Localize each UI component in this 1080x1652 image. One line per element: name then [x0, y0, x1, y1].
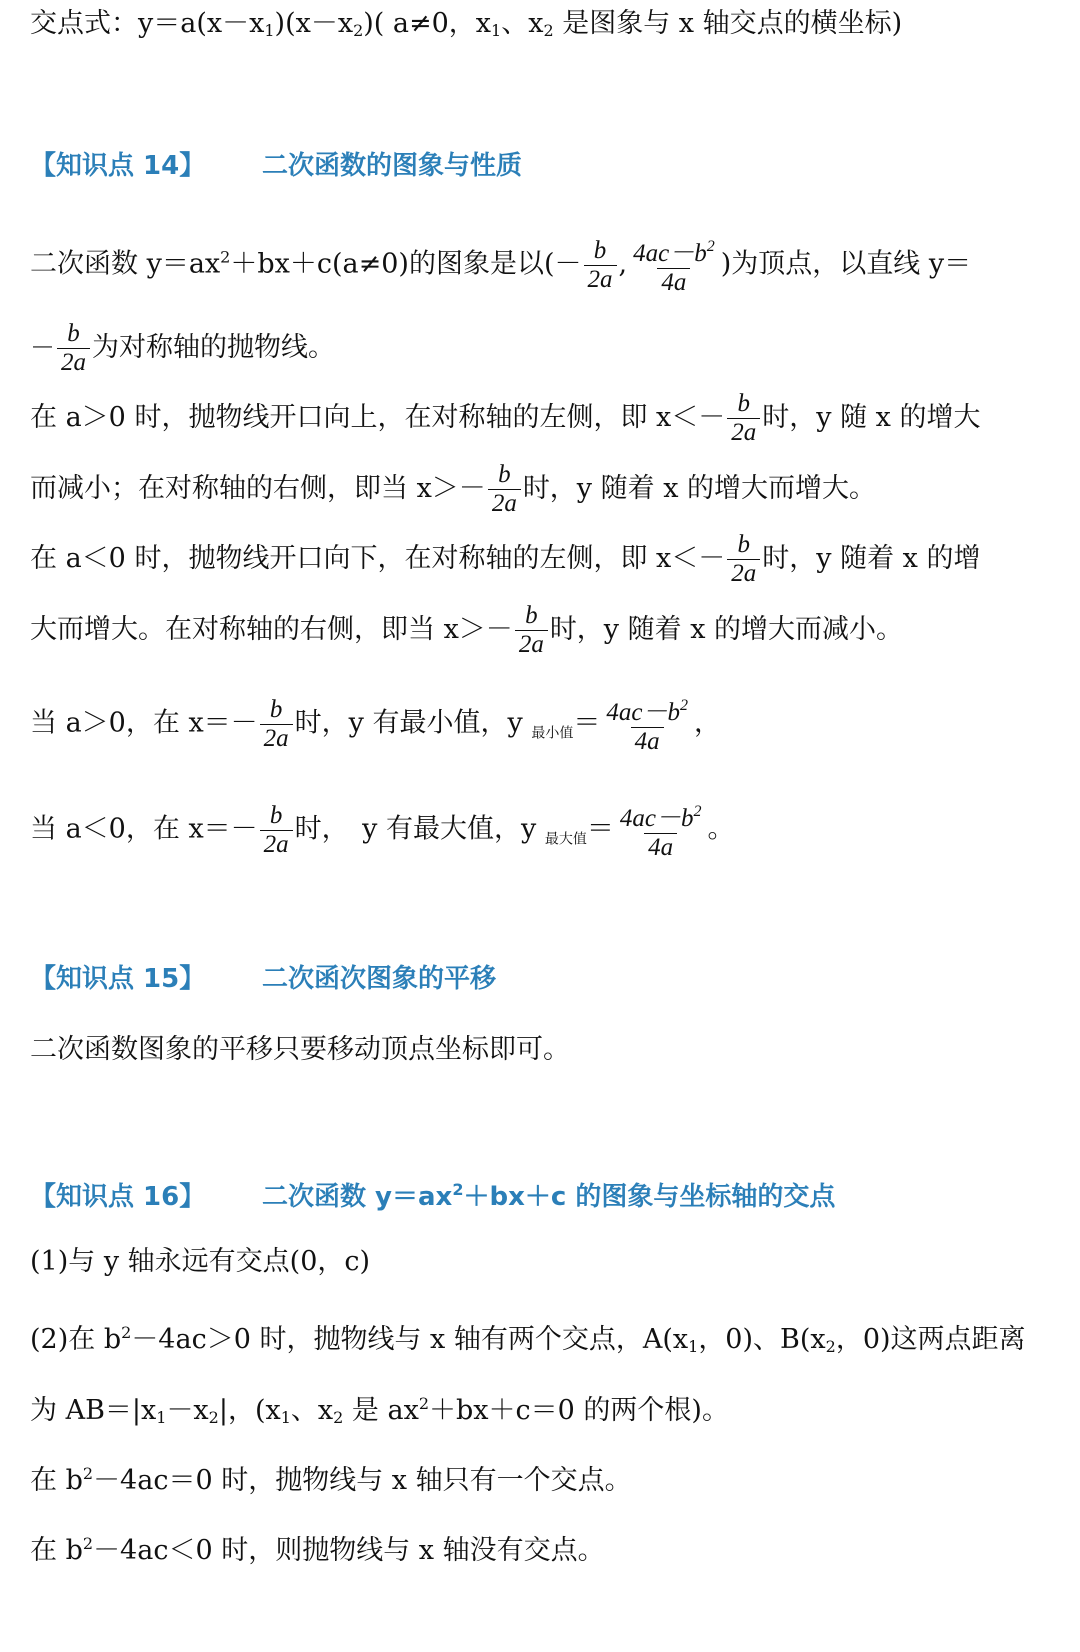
kp16-item-1: (1)与 y 轴永远有交点(0，c): [30, 1246, 371, 1277]
fraction-b-over-2a: $\frac{b}{2a}$: [727, 390, 760, 447]
kp16-title: 二次函数 $y=ax^2+bx+c$ 的图象与坐标轴的交点: [262, 1180, 836, 1212]
fraction-b-over-2a: $\frac{b}{2a}$: [727, 531, 760, 588]
kp16-item-4: 在 $b^2-4ac<0$ 时，则抛物线与 x 轴没有交点。: [30, 1534, 605, 1566]
fraction-b-over-2a: $\frac{b}{2a}$: [488, 461, 521, 518]
kp15-title: 二次函次图象的平移: [262, 964, 497, 994]
fraction-vertex-y: $\frac{4ac-b^2}{4a}$: [633, 238, 715, 296]
kp16-tag: 【知识点 16】: [30, 1182, 206, 1212]
kp16-item-2: (2)在 $b^2-4ac>0$ 时，抛物线与 x 轴有两个交点，$A(x_1$，0)、$B(x_2$，0)这两点距离: [30, 1323, 1026, 1356]
kp14-tag: 【知识点 14】: [30, 151, 206, 181]
kp16-item-2-cont: 为 $AB=|x_1-x_2|$，($x_1$、$x_2$ 是 $ax^2+bx+c=0$ 的两个根)。: [30, 1394, 729, 1427]
kp14-paragraph-5: 在 a＜0 时，抛物线开口向下，在对称轴的左侧，即 x＜－ $\frac{b}{2a}$ 时，y 随着 x 的增: [30, 531, 981, 587]
kp14-paragraph-1: 二次函数 $y=ax^2+bx+c(a\ne 0)$的图象是以(－ $\frac{b}{2a}$ , $\frac{4ac-b^2}{4a}$ )为顶点，以直线 y＝: [30, 233, 1056, 297]
kp14-max-value: 当 a＜0，在 x＝－ $\frac{b}{2a}$ 时， y 有最大值，y $_{最大值}$＝ $\frac{4ac-b^2}{4a}$ 。: [30, 798, 1056, 862]
kp14-heading: [30, 148, 1056, 184]
kp14-min-value: 当 a＞0，在 x＝－ $\frac{b}{2a}$ 时，y 有最小值，y $_{最小值}$＝ $\frac{4ac-b^2}{4a}$ ，: [30, 692, 1056, 756]
kp15-paragraph: 二次函数图象的平移只要移动顶点坐标即可。: [30, 1034, 570, 1065]
intersection-form-line: 交点式：$y=a(x-x_1)(x-x_2)$( a≠0，$x_1$、$x_2$ 是图象与 x 轴交点的横坐标): [30, 8, 903, 40]
kp14-paragraph-2: － $\frac{b}{2a}$ 为对称轴的抛物线。: [30, 320, 336, 376]
fraction-vertex-y: $\frac{4ac-b^2}{4a}$: [606, 697, 688, 755]
fraction-b-over-2a: $\frac{b}{2a}$: [260, 696, 293, 753]
kp15-heading: [30, 961, 1056, 997]
kp15-tag: 【知识点 15】: [30, 964, 206, 994]
fraction-b-over-2a: $\frac{b}{2a}$: [57, 320, 90, 377]
kp14-paragraph-4: 而减小；在对称轴的右侧，即当 x＞－ $\frac{b}{2a}$ 时，y 随着 x 的增大而增大。: [30, 461, 877, 517]
kp14-paragraph-3: 在 a＞0 时，抛物线开口向上，在对称轴的左侧，即 x＜－ $\frac{b}{2a}$ 时，y 随 x 的增大: [30, 390, 981, 446]
kp16-item-3: 在 $b^2-4ac=0$ 时，抛物线与 x 轴只有一个交点。: [30, 1464, 632, 1496]
fraction-vertex-y: $\frac{4ac-b^2}{4a}$: [619, 803, 702, 861]
fraction-b-over-2a: $\frac{b}{2a}$: [584, 237, 617, 294]
fraction-b-over-2a: $\frac{b}{2a}$: [515, 602, 548, 659]
kp16-heading: [30, 1172, 1056, 1215]
kp14-title: 二次函数的图象与性质: [262, 151, 523, 181]
fraction-b-over-2a: $\frac{b}{2a}$: [260, 802, 293, 859]
kp14-paragraph-6: 大而增大。在对称轴的右侧，即当 x＞－ $\frac{b}{2a}$ 时，y 随着 x 的增大而减小。: [30, 602, 904, 658]
